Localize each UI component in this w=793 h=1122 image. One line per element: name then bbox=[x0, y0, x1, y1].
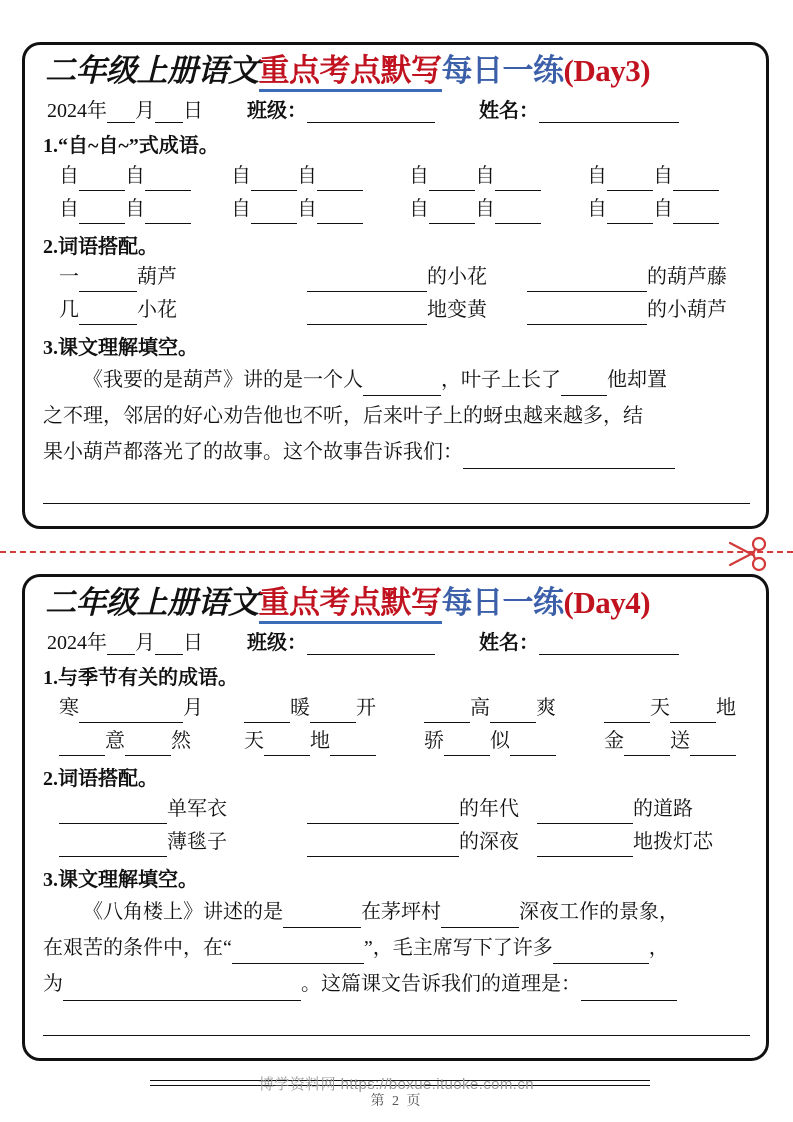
answer-blank[interactable] bbox=[690, 734, 736, 756]
answer-blank[interactable] bbox=[330, 734, 376, 756]
idiom-char: 自 bbox=[231, 197, 251, 220]
q1-item[interactable] bbox=[231, 194, 409, 224]
q3-paragraph-line-3-day3 bbox=[41, 436, 752, 468]
answer-blank[interactable] bbox=[79, 303, 137, 325]
question-2-heading-day3: 2.词语搭配。 bbox=[43, 235, 158, 258]
day-char: 日 bbox=[183, 99, 203, 122]
answer-blank[interactable] bbox=[429, 202, 475, 224]
q1-item[interactable] bbox=[409, 194, 587, 224]
name-input[interactable] bbox=[539, 102, 679, 123]
q2-item[interactable] bbox=[59, 827, 307, 857]
q1-item[interactable] bbox=[409, 161, 587, 191]
idiom-char: 骄 bbox=[424, 729, 444, 752]
scissors-icon bbox=[726, 534, 770, 574]
q2-item[interactable] bbox=[59, 794, 307, 824]
answer-blank[interactable] bbox=[283, 906, 361, 928]
answer-blank[interactable] bbox=[510, 734, 556, 756]
question-1-heading-day4: 1.与季节有关的成语。 bbox=[43, 666, 238, 689]
comprehension-text: 《八角楼上》讲述的是 bbox=[83, 900, 283, 923]
page-number: 第 2 页 bbox=[370, 1094, 423, 1109]
idiom-char: 自 bbox=[231, 164, 251, 187]
answer-blank[interactable] bbox=[673, 202, 719, 224]
idiom-char: 寒 bbox=[59, 696, 79, 719]
idiom-char: 自 bbox=[475, 197, 495, 220]
answer-blank[interactable] bbox=[444, 734, 490, 756]
q2-row-2-day3 bbox=[41, 295, 752, 325]
idiom-char: 天 bbox=[650, 696, 670, 719]
q1-item[interactable] bbox=[231, 161, 409, 191]
answer-blank[interactable] bbox=[317, 202, 363, 224]
q2-row-1-day4 bbox=[41, 794, 752, 824]
answer-blank[interactable] bbox=[495, 202, 541, 224]
answer-blank[interactable] bbox=[251, 202, 297, 224]
month-input[interactable] bbox=[107, 634, 135, 655]
name-input[interactable] bbox=[539, 634, 679, 655]
q1-item[interactable] bbox=[604, 726, 736, 756]
answer-blank[interactable] bbox=[561, 374, 607, 396]
answer-blank[interactable] bbox=[581, 979, 677, 1001]
collocation-tail: 小花 bbox=[137, 298, 177, 321]
name-label: 姓名： bbox=[479, 99, 539, 122]
q3-paragraph-line-1-day4 bbox=[41, 896, 752, 928]
answer-blank[interactable] bbox=[553, 942, 649, 964]
answer-blank[interactable] bbox=[317, 169, 363, 191]
name-label: 姓名： bbox=[479, 631, 539, 654]
answer-blank[interactable] bbox=[424, 701, 470, 723]
watermark-text: 博学资料网 https://boxue.ituoke.com.cn bbox=[259, 1076, 534, 1093]
q3-paragraph-line-3-day4 bbox=[41, 968, 752, 1000]
idiom-char: 自 bbox=[587, 164, 607, 187]
month-input[interactable] bbox=[107, 102, 135, 123]
title-segment-focus: 重点考点默写 bbox=[259, 585, 442, 624]
idiom-char: 自 bbox=[125, 164, 145, 187]
q1-item[interactable] bbox=[604, 693, 736, 723]
q1-item[interactable] bbox=[59, 693, 244, 723]
q3-blank-line-day3[interactable] bbox=[43, 477, 750, 504]
answer-blank[interactable] bbox=[463, 447, 675, 469]
answer-blank[interactable] bbox=[59, 734, 105, 756]
q2-item[interactable] bbox=[537, 794, 693, 824]
comprehension-text: ， bbox=[648, 936, 669, 959]
title-segment-daily: 每日一练 bbox=[441, 53, 564, 88]
answer-blank[interactable] bbox=[363, 374, 441, 396]
answer-blank[interactable] bbox=[307, 802, 459, 824]
q1-item[interactable] bbox=[244, 693, 424, 723]
q1-item[interactable] bbox=[424, 726, 604, 756]
q1-item[interactable] bbox=[59, 161, 231, 191]
q1-row-1-day3 bbox=[41, 161, 752, 191]
collocation-tail: 地变黄 bbox=[427, 298, 487, 321]
month-char: 月 bbox=[135, 99, 155, 122]
collocation-lead: 几 bbox=[59, 298, 79, 321]
q2-row-2-day4 bbox=[41, 827, 752, 857]
comprehension-text: 。这篇课文告诉我们的道理是： bbox=[301, 973, 581, 996]
day-char: 日 bbox=[183, 631, 203, 654]
answer-blank[interactable] bbox=[79, 270, 137, 292]
answer-blank[interactable] bbox=[307, 835, 459, 857]
comprehension-text: 在茅坪村 bbox=[361, 900, 441, 923]
class-input[interactable] bbox=[307, 634, 435, 655]
q2-item[interactable] bbox=[307, 794, 537, 824]
idiom-char: 开 bbox=[356, 696, 376, 719]
q3-paragraph-line-2-day4 bbox=[41, 932, 752, 964]
idiom-char: 高 bbox=[470, 696, 490, 719]
answer-blank[interactable] bbox=[307, 303, 427, 325]
answer-blank[interactable] bbox=[429, 169, 475, 191]
answer-blank[interactable] bbox=[607, 169, 653, 191]
year-value: 2024 bbox=[47, 631, 87, 654]
year-char: 年 bbox=[87, 631, 107, 654]
q2-item[interactable] bbox=[307, 295, 527, 325]
idiom-char: 意 bbox=[105, 729, 125, 752]
idiom-char: 地 bbox=[310, 729, 330, 752]
comprehension-text: ，叶子上长了 bbox=[441, 368, 561, 391]
idiom-char: 自 bbox=[475, 164, 495, 187]
answer-blank[interactable] bbox=[537, 802, 633, 824]
q1-item[interactable] bbox=[587, 161, 719, 191]
worksheet-card-day4 bbox=[22, 574, 769, 1061]
answer-blank[interactable] bbox=[145, 202, 191, 224]
answer-blank[interactable] bbox=[244, 701, 290, 723]
idiom-char: 自 bbox=[59, 164, 79, 187]
answer-blank[interactable] bbox=[63, 979, 301, 1001]
day-input[interactable] bbox=[155, 634, 183, 655]
class-label: 班级： bbox=[247, 631, 307, 654]
question-2-heading-day4: 2.词语搭配。 bbox=[43, 767, 158, 790]
idiom-char: 自 bbox=[653, 197, 673, 220]
answer-blank[interactable] bbox=[79, 169, 125, 191]
answer-blank[interactable] bbox=[59, 802, 167, 824]
day-input[interactable] bbox=[155, 102, 183, 123]
comprehension-text: 深夜工作的景象， bbox=[519, 900, 679, 923]
answer-blank[interactable] bbox=[527, 303, 647, 325]
idiom-char: 送 bbox=[670, 729, 690, 752]
class-label: 班级： bbox=[247, 99, 307, 122]
answer-blank[interactable] bbox=[670, 701, 716, 723]
idiom-char: 自 bbox=[297, 197, 317, 220]
answer-blank[interactable] bbox=[125, 734, 171, 756]
collocation-tail: 薄毯子 bbox=[167, 830, 227, 853]
collocation-tail: 葫芦 bbox=[137, 265, 177, 288]
comprehension-text: 在艰苦的条件中，在“ bbox=[43, 936, 232, 959]
answer-blank[interactable] bbox=[495, 169, 541, 191]
month-char: 月 bbox=[135, 631, 155, 654]
q3-paragraph-line-2-day3: 之不理，邻居的好心劝告他也不听，后来叶子上的蚜虫越来越多，结 bbox=[43, 404, 643, 427]
comprehension-text: 为 bbox=[43, 973, 63, 996]
idiom-char: 自 bbox=[653, 164, 673, 187]
answer-blank[interactable] bbox=[607, 202, 653, 224]
collocation-tail: 的小葫芦 bbox=[647, 298, 727, 321]
question-3-heading-day4: 3.课文理解填空。 bbox=[43, 868, 198, 891]
meta-row-day4 bbox=[41, 626, 752, 655]
q2-item[interactable] bbox=[527, 262, 727, 292]
title-segment-day: (Day4) bbox=[563, 585, 651, 620]
idiom-char: 天 bbox=[244, 729, 264, 752]
title-segment-day: (Day3) bbox=[563, 53, 651, 88]
q1-row-2-day4 bbox=[41, 726, 752, 756]
question-1-heading-day3: 1.“自~自~”式成语。 bbox=[43, 134, 219, 157]
answer-blank[interactable] bbox=[251, 169, 297, 191]
idiom-char: 爽 bbox=[536, 696, 556, 719]
answer-blank[interactable] bbox=[79, 701, 183, 723]
answer-blank[interactable] bbox=[673, 169, 719, 191]
q1-item[interactable] bbox=[587, 194, 719, 224]
class-input[interactable] bbox=[307, 102, 435, 123]
q1-row-2-day3 bbox=[41, 194, 752, 224]
worksheet-card-day3 bbox=[22, 42, 769, 529]
page-title-day4 bbox=[41, 587, 752, 620]
idiom-char: 地 bbox=[716, 696, 736, 719]
q2-item[interactable] bbox=[527, 295, 727, 325]
idiom-char: 月 bbox=[183, 696, 203, 719]
answer-blank[interactable] bbox=[79, 202, 125, 224]
answer-blank[interactable] bbox=[441, 906, 519, 928]
answer-blank[interactable] bbox=[310, 701, 356, 723]
title-segment-subject: 二年级上册语文 bbox=[45, 585, 259, 620]
comprehension-text: 《我要的是葫芦》讲的是一个人 bbox=[83, 368, 363, 391]
q3-blank-line-day4[interactable] bbox=[43, 1009, 750, 1036]
answer-blank[interactable] bbox=[307, 270, 427, 292]
idiom-char: 金 bbox=[604, 729, 624, 752]
q1-item[interactable] bbox=[59, 194, 231, 224]
cut-line bbox=[0, 551, 793, 555]
answer-blank[interactable] bbox=[537, 835, 633, 857]
year-char: 年 bbox=[87, 99, 107, 122]
collocation-tail: 的小花 bbox=[427, 265, 487, 288]
q2-row-1-day3 bbox=[41, 262, 752, 292]
collocation-tail: 的道路 bbox=[633, 797, 693, 820]
year-value: 2024 bbox=[47, 99, 87, 122]
answer-blank[interactable] bbox=[490, 701, 536, 723]
idiom-char: 自 bbox=[587, 197, 607, 220]
title-segment-daily: 每日一练 bbox=[441, 585, 564, 620]
q1-item[interactable] bbox=[424, 693, 604, 723]
comprehension-text: 果小葫芦都落光了的故事。这个故事告诉我们： bbox=[43, 441, 463, 464]
idiom-char: 自 bbox=[297, 164, 317, 187]
question-3-heading-day3: 3.课文理解填空。 bbox=[43, 336, 198, 359]
q2-item[interactable] bbox=[59, 262, 307, 292]
q2-item[interactable] bbox=[307, 262, 527, 292]
answer-blank[interactable] bbox=[604, 701, 650, 723]
q2-item[interactable] bbox=[59, 295, 307, 325]
q2-item[interactable] bbox=[307, 827, 537, 857]
collocation-tail: 的葫芦藤 bbox=[647, 265, 727, 288]
idiom-char: 自 bbox=[59, 197, 79, 220]
q1-item[interactable] bbox=[59, 726, 244, 756]
comprehension-text: 他却置 bbox=[607, 368, 667, 391]
collocation-tail: 单军衣 bbox=[167, 797, 227, 820]
q2-item[interactable] bbox=[537, 827, 713, 857]
title-segment-subject: 二年级上册语文 bbox=[45, 53, 259, 88]
collocation-tail: 地拨灯芯 bbox=[633, 830, 713, 853]
collocation-lead: 一 bbox=[59, 265, 79, 288]
q1-row-1-day4 bbox=[41, 693, 752, 723]
answer-blank[interactable] bbox=[527, 270, 647, 292]
title-segment-focus: 重点考点默写 bbox=[259, 53, 442, 92]
answer-blank[interactable] bbox=[145, 169, 191, 191]
collocation-tail: 的深夜 bbox=[459, 830, 519, 853]
q1-item[interactable] bbox=[244, 726, 424, 756]
idiom-char: 似 bbox=[490, 729, 510, 752]
answer-blank[interactable] bbox=[59, 835, 167, 857]
idiom-char: 暖 bbox=[290, 696, 310, 719]
idiom-char: 自 bbox=[409, 197, 429, 220]
answer-blank[interactable] bbox=[232, 942, 364, 964]
answer-blank[interactable] bbox=[264, 734, 310, 756]
answer-blank[interactable] bbox=[624, 734, 670, 756]
idiom-char: 自 bbox=[125, 197, 145, 220]
q3-paragraph-line-1-day3 bbox=[41, 364, 752, 396]
collocation-tail: 的年代 bbox=[459, 797, 519, 820]
meta-row-day3 bbox=[41, 94, 752, 123]
comprehension-text: ”，毛主席写下了许多 bbox=[363, 936, 553, 959]
idiom-char: 自 bbox=[409, 164, 429, 187]
idiom-char: 然 bbox=[171, 729, 191, 752]
page-title-day3 bbox=[41, 55, 752, 88]
